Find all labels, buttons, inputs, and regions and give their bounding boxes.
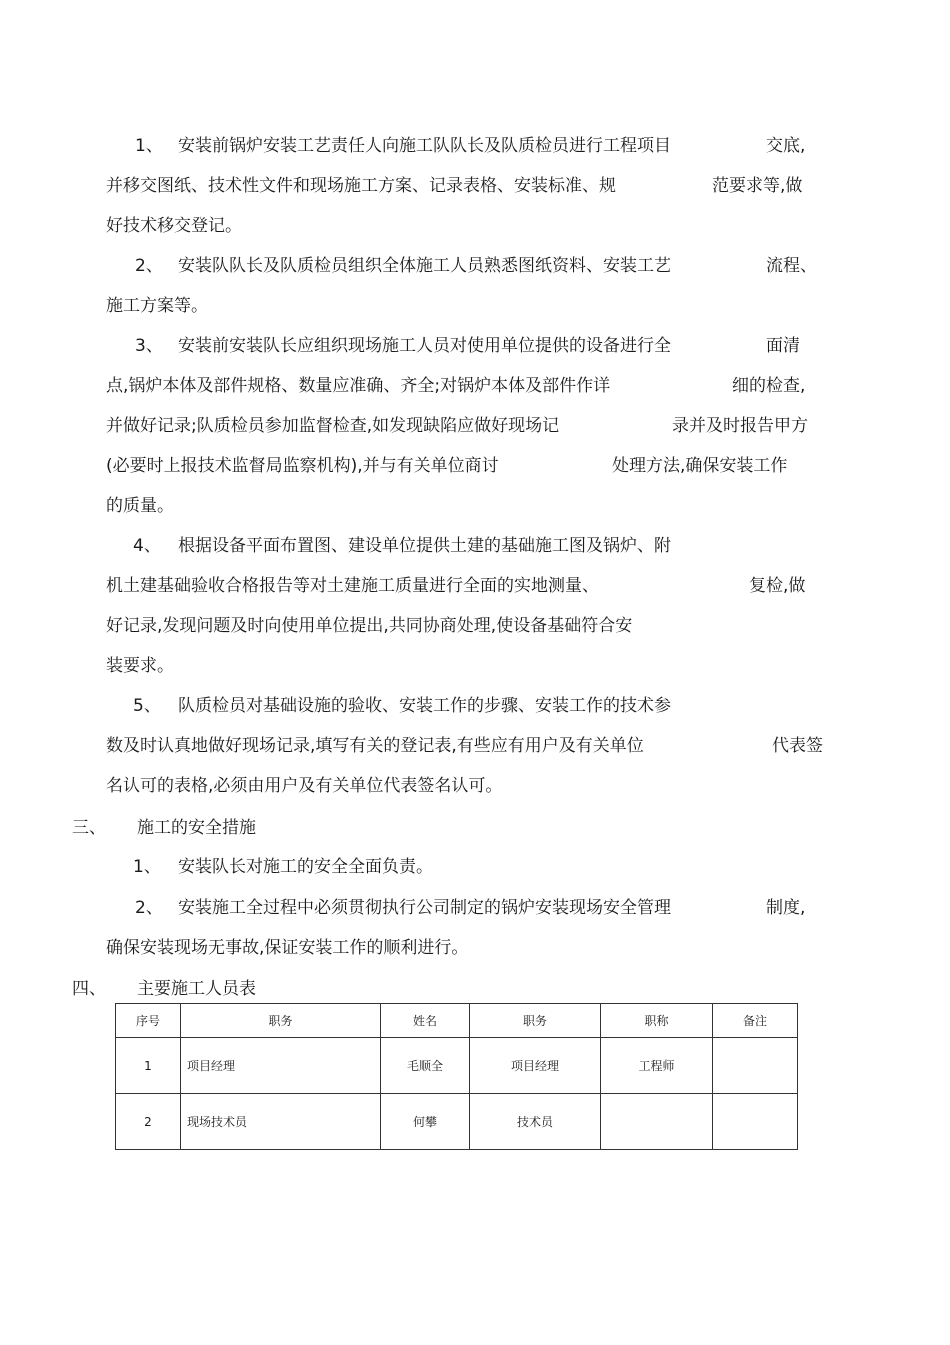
- section-3-item-2-line-1: 安装施工全过程中必须贯彻执行公司制定的锅炉安装现场安全管理: [178, 898, 671, 918]
- header-position: 职务: [181, 1004, 381, 1038]
- cell-position: 现场技术员: [181, 1094, 381, 1150]
- item-3-line-1: 安装前安装队长应组织现场施工人员对使用单位提供的设备进行全: [178, 336, 671, 356]
- item-1-line-1: 安装前锅炉安装工艺责任人向施工队队长及队质检员进行工程项目: [178, 136, 671, 156]
- header-title: 职称: [601, 1004, 713, 1038]
- item-5-line-2-tail: 代表签: [772, 736, 823, 756]
- section-3-item-2-line-1-tail: 制度,: [766, 898, 806, 918]
- item-3-line-1-tail: 面清: [766, 336, 800, 356]
- item-3-line-2-tail: 细的检查,: [732, 376, 806, 396]
- item-4-line-4: 装要求。: [106, 656, 174, 676]
- staff-table: [115, 1003, 798, 1150]
- section-3-item-1-line-1: 安装队长对施工的安全全面负责。: [178, 857, 433, 877]
- item-1-line-1-tail: 交底,: [766, 136, 806, 156]
- table-header-row: [116, 1004, 798, 1038]
- item-4-line-1: 根据设备平面布置图、建设单位提供土建的基础施工图及锅炉、附: [178, 536, 671, 556]
- item-1-line-2: 并移交图纸、技术性文件和现场施工方案、记录表格、安装标准、规: [106, 176, 616, 196]
- item-5-line-2: 数及时认真地做好现场记录,填写有关的登记表,有些应有用户及有关单位: [106, 736, 644, 756]
- item-4-line-3: 好记录,发现问题及时向使用单位提出,共同协商处理,使设备基础符合安: [106, 616, 633, 636]
- item-4-line-2-tail: 复检,做: [749, 576, 806, 596]
- item-4-line-2: 机土建基础验收合格报告等对土建施工质量进行全面的实地测量、: [106, 576, 599, 596]
- cell-title: [601, 1094, 713, 1150]
- cell-serial: 2: [116, 1094, 181, 1150]
- item-3-line-3-tail: 录并及时报告甲方: [672, 416, 808, 436]
- item-5-line-3: 名认可的表格,必须由用户及有关单位代表签名认可。: [106, 776, 503, 796]
- section-3-number: 三、: [72, 818, 106, 838]
- item-2-line-2: 施工方案等。: [106, 296, 208, 316]
- item-2-line-1-tail: 流程、: [766, 256, 817, 276]
- item-1-line-3: 好技术移交登记。: [106, 216, 242, 236]
- cell-name: 何攀: [381, 1094, 470, 1150]
- header-serial: 序号: [116, 1004, 181, 1038]
- item-3-number: 3、: [135, 336, 163, 356]
- cell-serial: 1: [116, 1038, 181, 1094]
- item-4-number: 4、: [133, 536, 161, 556]
- item-3-line-4: (必要时上报技术监督局监察机构),并与有关单位商讨: [106, 456, 499, 476]
- cell-remarks: [713, 1038, 798, 1094]
- cell-duty: 技术员: [470, 1094, 601, 1150]
- section-4-number: 四、: [72, 979, 106, 999]
- item-3-line-4-tail: 处理方法,确保安装工作: [612, 456, 788, 476]
- header-duty: 职务: [470, 1004, 601, 1038]
- cell-duty: 项目经理: [470, 1038, 601, 1094]
- item-5-line-1: 队质检员对基础设施的验收、安装工作的步骤、安装工作的技术参: [178, 696, 671, 716]
- item-5-number: 5、: [133, 696, 161, 716]
- item-2-line-1: 安装队队长及队质检员组织全体施工人员熟悉图纸资料、安装工艺: [178, 256, 671, 276]
- item-3-line-3: 并做好记录;队质检员参加监督检查,如发现缺陷应做好现场记: [106, 416, 560, 436]
- item-1-line-2-tail: 范要求等,做: [712, 176, 803, 196]
- table-row: [116, 1038, 798, 1094]
- section-4-title: 主要施工人员表: [137, 979, 256, 999]
- item-3-line-2: 点,锅炉本体及部件规格、数量应准确、齐全;对锅炉本体及部件作详: [106, 376, 611, 396]
- item-3-line-5: 的质量。: [106, 496, 174, 516]
- header-remarks: 备注: [713, 1004, 798, 1038]
- section-3-title: 施工的安全措施: [137, 818, 256, 838]
- header-name: 姓名: [381, 1004, 470, 1038]
- item-1-number: 1、: [135, 136, 163, 156]
- item-2-number: 2、: [135, 256, 163, 276]
- section-3-item-2-line-2: 确保安装现场无事故,保证安装工作的顺利进行。: [106, 938, 469, 958]
- cell-title: 工程师: [601, 1038, 713, 1094]
- table-row: [116, 1094, 798, 1150]
- cell-position: 项目经理: [181, 1038, 381, 1094]
- cell-name: 毛顺全: [381, 1038, 470, 1094]
- cell-remarks: [713, 1094, 798, 1150]
- section-3-item-2-number: 2、: [135, 898, 163, 918]
- section-3-item-1-number: 1、: [133, 857, 161, 877]
